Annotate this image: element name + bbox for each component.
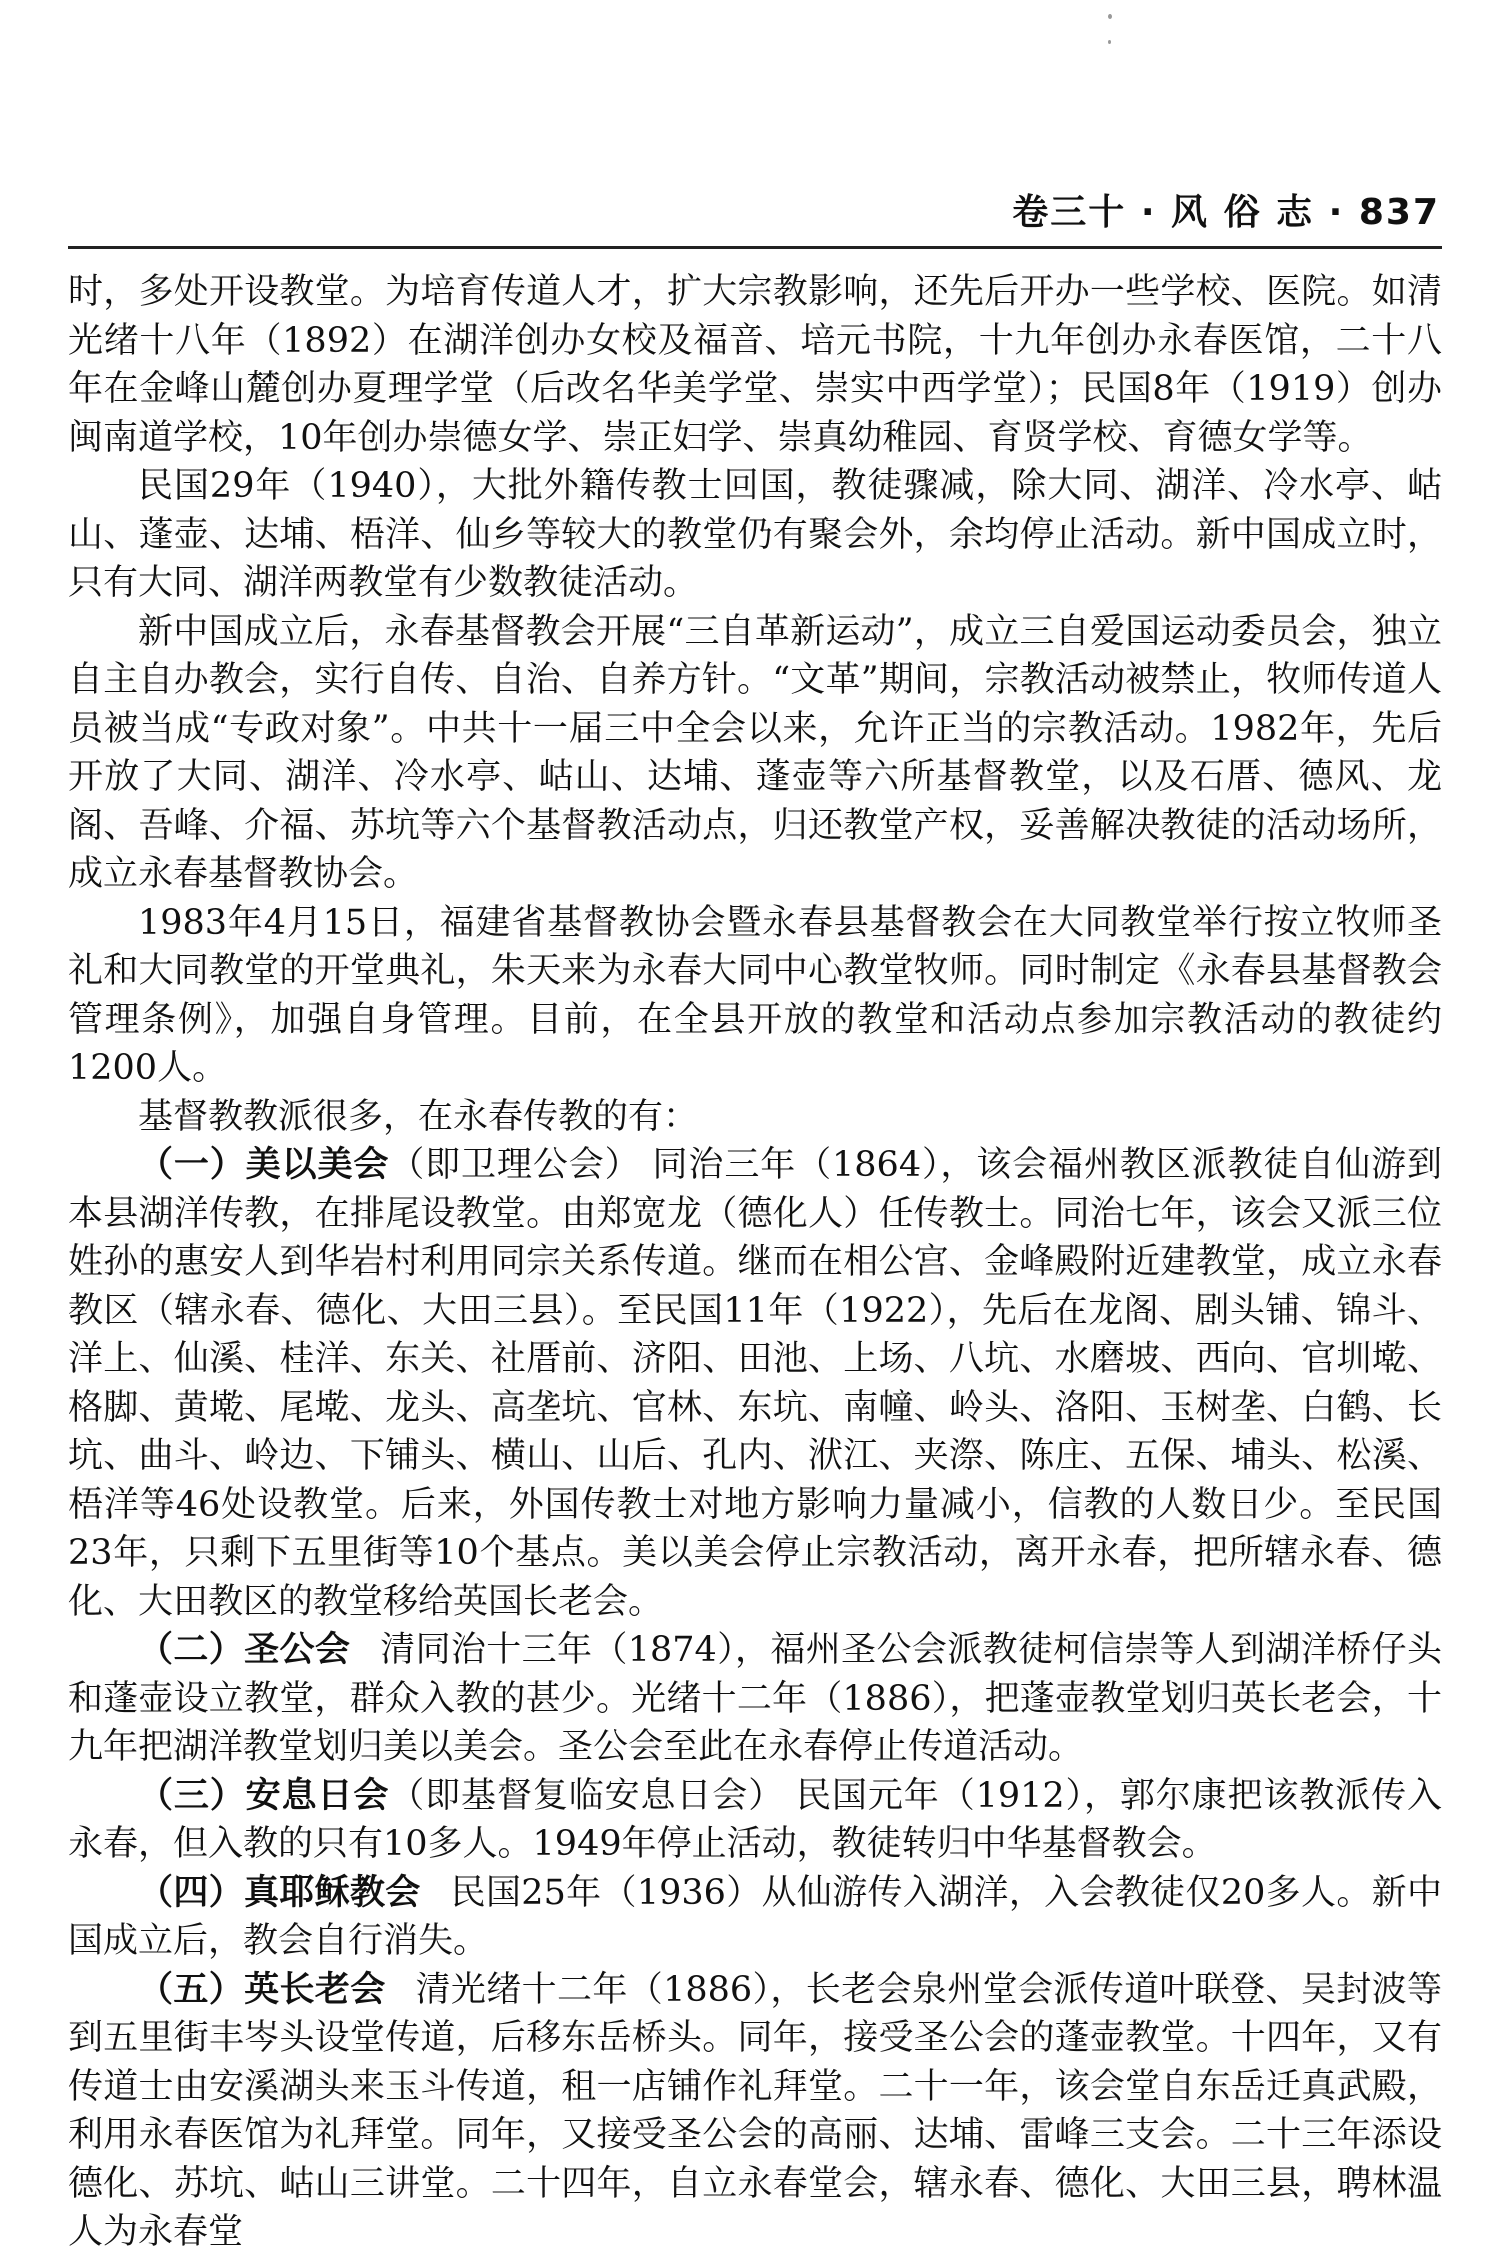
paragraph [68, 1093, 1442, 1142]
denomination-section [68, 1966, 1442, 2257]
paragraph-text: 清光绪十二年（1886），长老会泉州堂会派传道叶联登、吴封波等到五里街丰岑头设堂传道，后移东岳桥头。同年，接受圣公会的蓬壶教堂。十四年，又有传道士由安溪湖头来玉斗传道，租一店铺作礼拜堂。二十一年，该会堂自东岳迁真武殿，利用永春医馆为礼拜堂。同年，又接受圣公会的高丽、达埔、雷峰三支会。二十三年添设德化、苏坑、岵山三讲堂。二十四年，自立永春堂会，辖永春、德化、大田三县，聘林温人为永春堂 [68, 1969, 1442, 2252]
denomination-section [68, 1141, 1442, 1626]
scan-speck [1108, 40, 1111, 44]
denomination-heading: （四）真耶稣教会 [138, 1872, 421, 1913]
denomination-section [68, 1772, 1442, 1869]
running-head: 卷三十 · 风 俗 志 · 837 [1012, 192, 1440, 233]
denomination-heading: （一）美以美会 [138, 1145, 390, 1185]
paragraph-text: （即基督复临安息日会） 民国元年（1912），郭尔康把该教派传入永春，但入教的只有10多人。1949年停止活动，教徒转归中华基督教会。 [68, 1775, 1442, 1864]
paragraph-text: 清同治十三年（1874），福州圣公会派教徒柯信崇等人到湖洋桥仔头和蓬壶设立教堂，群众入教的甚少。光绪十二年（1886），把蓬壶教堂划归英长老会，十九年把湖洋教堂划归美以美会。圣公会至此在永春停止传道活动。 [68, 1630, 1442, 1767]
paragraph-text: 基督教教派很多，在永春传教的有： [138, 1096, 699, 1137]
denomination-section [68, 1626, 1442, 1772]
paragraph-text: 民国29年（1940），大批外籍传教士回国，教徒骤减，除大同、湖洋、冷水亭、岵山、蓬壶、达埔、梧洋、仙乡等较大的教堂仍有聚会外，余均停止活动。新中国成立时，只有大同、湖洋两教堂有少数教徒活动。 [68, 466, 1442, 603]
denomination-section [68, 1869, 1442, 1966]
header-rule [68, 246, 1442, 249]
paragraph-text: 时，多处开设教堂。为培育传道人才，扩大宗教影响，还先后开办一些学校、医院。如清光绪十八年（1892）在湖洋创办女校及福音、培元书院，十九年创办永春医馆，二十八年在金峰山麓创办夏理学堂（后改名华美学堂、崇实中西学堂）；民国8年（1919）创办闽南道学校，10年创办崇德女学、崇正妇学、崇真幼稚园、育贤学校、育德女学等。 [68, 272, 1442, 458]
paragraph-text: 1983年4月15日，福建省基督教协会暨永春县基督教会在大同教堂举行按立牧师圣礼和大同教堂的开堂典礼，朱天来为永春大同中心教堂牧师。同时制定《永春县基督教会管理条例》，加强自身管理。目前，在全县开放的教堂和活动点参加宗教活动的教徒约1200人。 [68, 902, 1442, 1088]
scan-speck [1108, 14, 1112, 19]
paragraph [68, 899, 1442, 1093]
paragraph [68, 462, 1442, 608]
paragraph [68, 608, 1442, 899]
denomination-heading: （三）安息日会 [138, 1775, 390, 1816]
denomination-heading: （二）圣公会 [138, 1630, 351, 1670]
paragraph-text: 民国25年（1936）从仙游传入湖洋，入会教徒仅20多人。新中国成立后，教会自行消失。 [68, 1872, 1442, 1961]
paragraph [68, 268, 1442, 462]
paragraph-text: 新中国成立后，永春基督教会开展“三自革新运动”，成立三自爱国运动委员会，独立自主自办教会，实行自传、自治、自养方针。“文革”期间，宗教活动被禁止，牧师传道人员被当成“专政对象”。中共十一届三中全会以来，允许正当的宗教活动。1982年，先后开放了大同、湖洋、冷水亭、岵山、达埔、蓬壶等六所基督教堂，以及石厝、德风、龙阁、吾峰、介福、苏坑等六个基督教活动点，归还教堂产权，妥善解决教徒的活动场所，成立永春基督教协会。 [68, 611, 1442, 894]
paragraph-text: （即卫理公会） 同治三年（1864），该会福州教区派教徒自仙游到本县湖洋传教，在排尾设教堂。由郑宽龙（德化人）任传教士。同治七年，该会又派三位姓孙的惠安人到华岩村利用同宗关系传道。继而在相公宫、金峰殿附近建教堂，成立永春教区（辖永春、德化、大田三县）。至民国11年（1922），先后在龙阁、剧头铺、锦斗、洋上、仙溪、桂洋、东关、社厝前、济阳、田池、上场、八坑、水磨坡、西向、官圳墘、格脚、黄墘、尾墘、龙头、高垄坑、官林、东坑、南幢、岭头、洛阳、玉树垄、白鹤、长坑、曲斗、岭边、下铺头、横山、山后、孔内、洑江、夹漈、陈庄、五保、埔头、松溪、梧洋等46处设教堂。后来，外国传教士对地方影响力量减小，信教的人数日少。至民国23年，只剩下五里街等10个基点。美以美会停止宗教活动，离开永春，把所辖永春、德化、大田教区的教堂移给英国长老会。 [68, 1145, 1442, 1622]
denomination-heading: （五）英长老会 [138, 1969, 386, 2010]
body-text [68, 268, 1442, 2257]
